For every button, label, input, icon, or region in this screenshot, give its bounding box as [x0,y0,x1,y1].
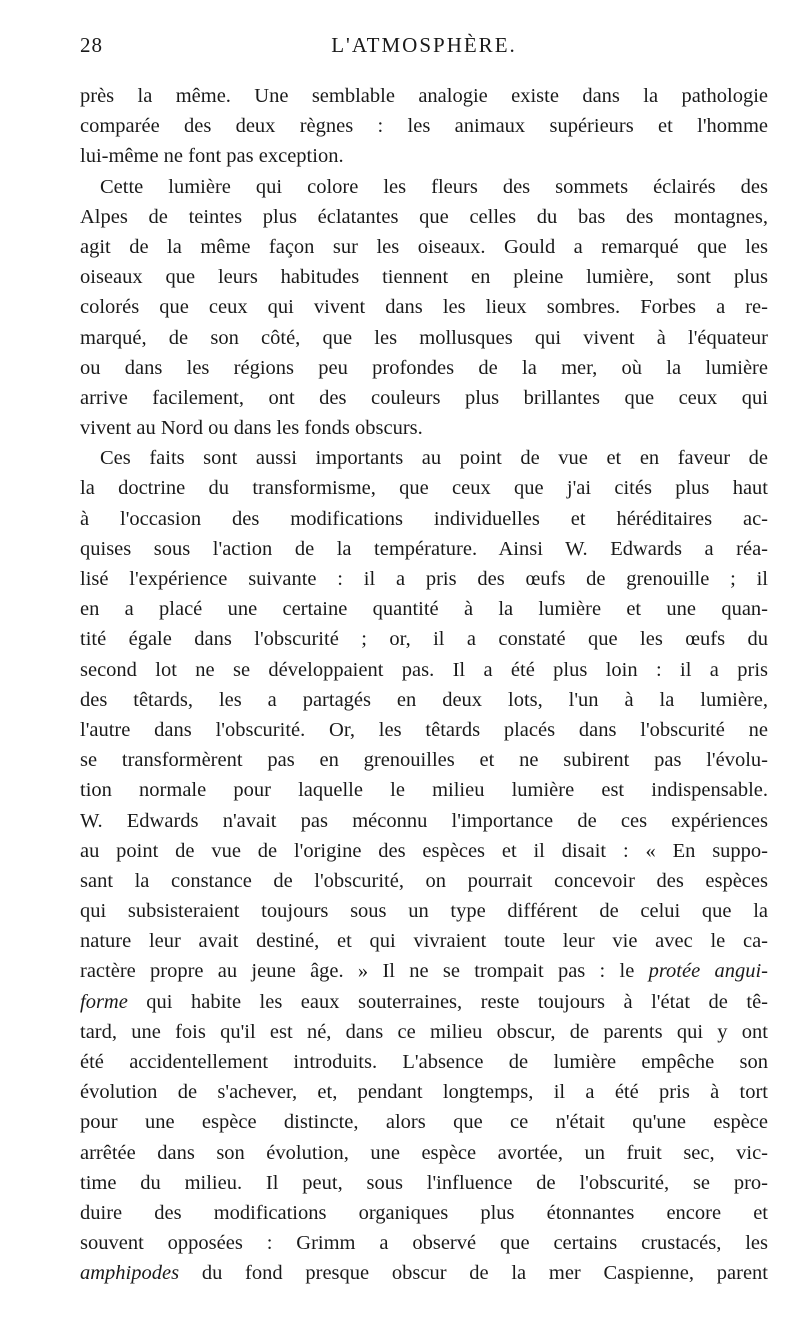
line-text: agit de la même façon sur les oiseaux. Gould a remarqué que les [80,235,768,258]
line-text: à l'occasion des modifications individuelles et héréditaires ac- [80,507,768,530]
line-text: lui-même ne font pas exception. [80,145,344,168]
text-line [80,685,768,715]
text-line [80,534,768,564]
line-text: oiseaux que leurs habitudes tiennent en pleine lumière, sont plus [80,266,768,289]
line-text: près la même. Une semblable analogie existe dans la pathologie [80,85,768,107]
line-text: été accidentellement introduits. L'absence de lumière empêche son [80,1051,768,1073]
text-line [80,141,768,171]
line-text: qui subsisteraient toujours sous un type différent de celui que la [80,900,768,923]
text-line [80,655,768,685]
line-text: comparée des deux règnes : les animaux supérieurs et l'homme [80,115,768,138]
italic-term: protée angui- [648,960,768,983]
text-line [80,111,768,141]
text-line [80,473,768,503]
text-line [80,172,768,202]
text-line [80,987,768,1017]
line-text: tité égale dans l'obscurité ; or, il a constaté que les œufs du [80,628,768,651]
running-title: L'ATMOSPHÈRE. [331,33,517,57]
body-text [80,81,768,1289]
line-text: souvent opposées : Grimm a observé que certains crustacés, les [80,1232,768,1255]
line-text: tion normale pour laquelle le milieu lumière est indispensable. [80,779,768,802]
text-line [80,1107,768,1137]
text-line [80,202,768,232]
line-text: en a placé une certaine quantité à la lumière et une quan- [80,598,768,621]
text-line [80,806,768,836]
italic-term: forme [80,990,128,1013]
text-line [80,504,768,534]
line-text: second lot ne se développaient pas. Il a été plus loin : il a pris [80,658,768,681]
line-text: nature leur avait destiné, et qui vivraient toute leur vie avec le ca- [80,930,768,953]
text-line [80,383,768,413]
text-line [80,232,768,262]
line-text: arrêtée dans son évolution, une espèce avortée, un fruit sec, vic- [80,1141,768,1164]
line-text: ractère propre au jeune âge. » Il ne se trompait pas : le [80,960,649,983]
line-text: du fond presque obscur de la mer Caspienne, parent [179,1262,768,1285]
line-text: arrive facilement, ont des couleurs plus brillantes que ceux qui [80,386,768,409]
line-text: marqué, de son côté, que les mollusques qui vivent à l'équateur [80,326,768,349]
line-text: la doctrine du transformisme, que ceux que j'ai cités plus haut [80,477,768,500]
text-line [80,443,768,473]
text-line [80,866,768,896]
line-text: au point de vue de l'origine des espèces et il disait : « En suppo- [80,839,768,862]
line-text: duire des modifications organiques plus étonnantes encore et [80,1201,768,1224]
text-line [80,1198,768,1228]
text-line [80,836,768,866]
text-line [80,1077,768,1107]
line-text: sant la constance de l'obscurité, on pourrait concevoir des espèces [80,869,768,892]
text-line [80,624,768,654]
line-text: ou dans les régions peu profondes de la mer, où la lumière [80,356,768,379]
text-line [80,956,768,986]
line-text: tard, une fois qu'il est né, dans ce milieu obscur, de parents qui y ont [80,1020,768,1043]
text-line [80,353,768,383]
line-text: lisé l'expérience suivante : il a pris des œufs de grenouille ; il [80,568,768,590]
line-text: Ces faits sont aussi importants au point de vue et en faveur de [100,447,768,470]
text-line [80,1138,768,1168]
text-line [80,1258,768,1288]
line-text: quises sous l'action de la température. Ainsi W. Edwards a réa- [80,537,768,560]
text-line [80,1228,768,1258]
page-header [80,33,768,63]
line-text: Alpes de teintes plus éclatantes que celles du bas des montagnes, [80,205,768,228]
line-text: pour une espèce distincte, alors que ce n'était qu'une espèce [80,1111,768,1134]
line-text: l'autre dans l'obscurité. Or, les têtards placés dans l'obscurité ne [80,718,768,741]
text-line [80,715,768,745]
text-line [80,1017,768,1047]
text-line [80,926,768,956]
line-text: vivent au Nord ou dans les fonds obscurs. [80,417,423,440]
text-line [80,745,768,775]
text-line [80,896,768,926]
text-line [80,1168,768,1198]
book-page [80,0,768,1334]
line-text: se transformèrent pas en grenouilles et ne subirent pas l'évolu- [80,749,768,772]
line-text: W. Edwards n'avait pas méconnu l'importance de ces expériences [80,809,768,832]
text-line [80,775,768,805]
line-text: Cette lumière qui colore les fleurs des sommets éclairés des [100,175,768,198]
text-line [80,292,768,322]
line-text: colorés que ceux qui vivent dans les lieux sombres. Forbes a re- [80,296,768,319]
line-text: des têtards, les a partagés en deux lots, l'un à la lumière, [80,688,768,711]
text-line [80,262,768,292]
text-line [80,1047,768,1077]
line-text: évolution de s'achever, et, pendant longtemps, il a été pris à tort [80,1081,768,1104]
text-line [80,564,768,594]
text-line [80,413,768,443]
line-text: qui habite les eaux souterraines, reste toujours à l'état de tê- [127,990,768,1013]
line-text: time du milieu. Il peut, sous l'influence de l'obscurité, se pro- [80,1171,768,1194]
page-number: 28 [80,33,103,57]
text-line [80,81,768,111]
text-line [80,323,768,353]
italic-term: amphipodes [80,1262,180,1285]
text-line [80,594,768,624]
